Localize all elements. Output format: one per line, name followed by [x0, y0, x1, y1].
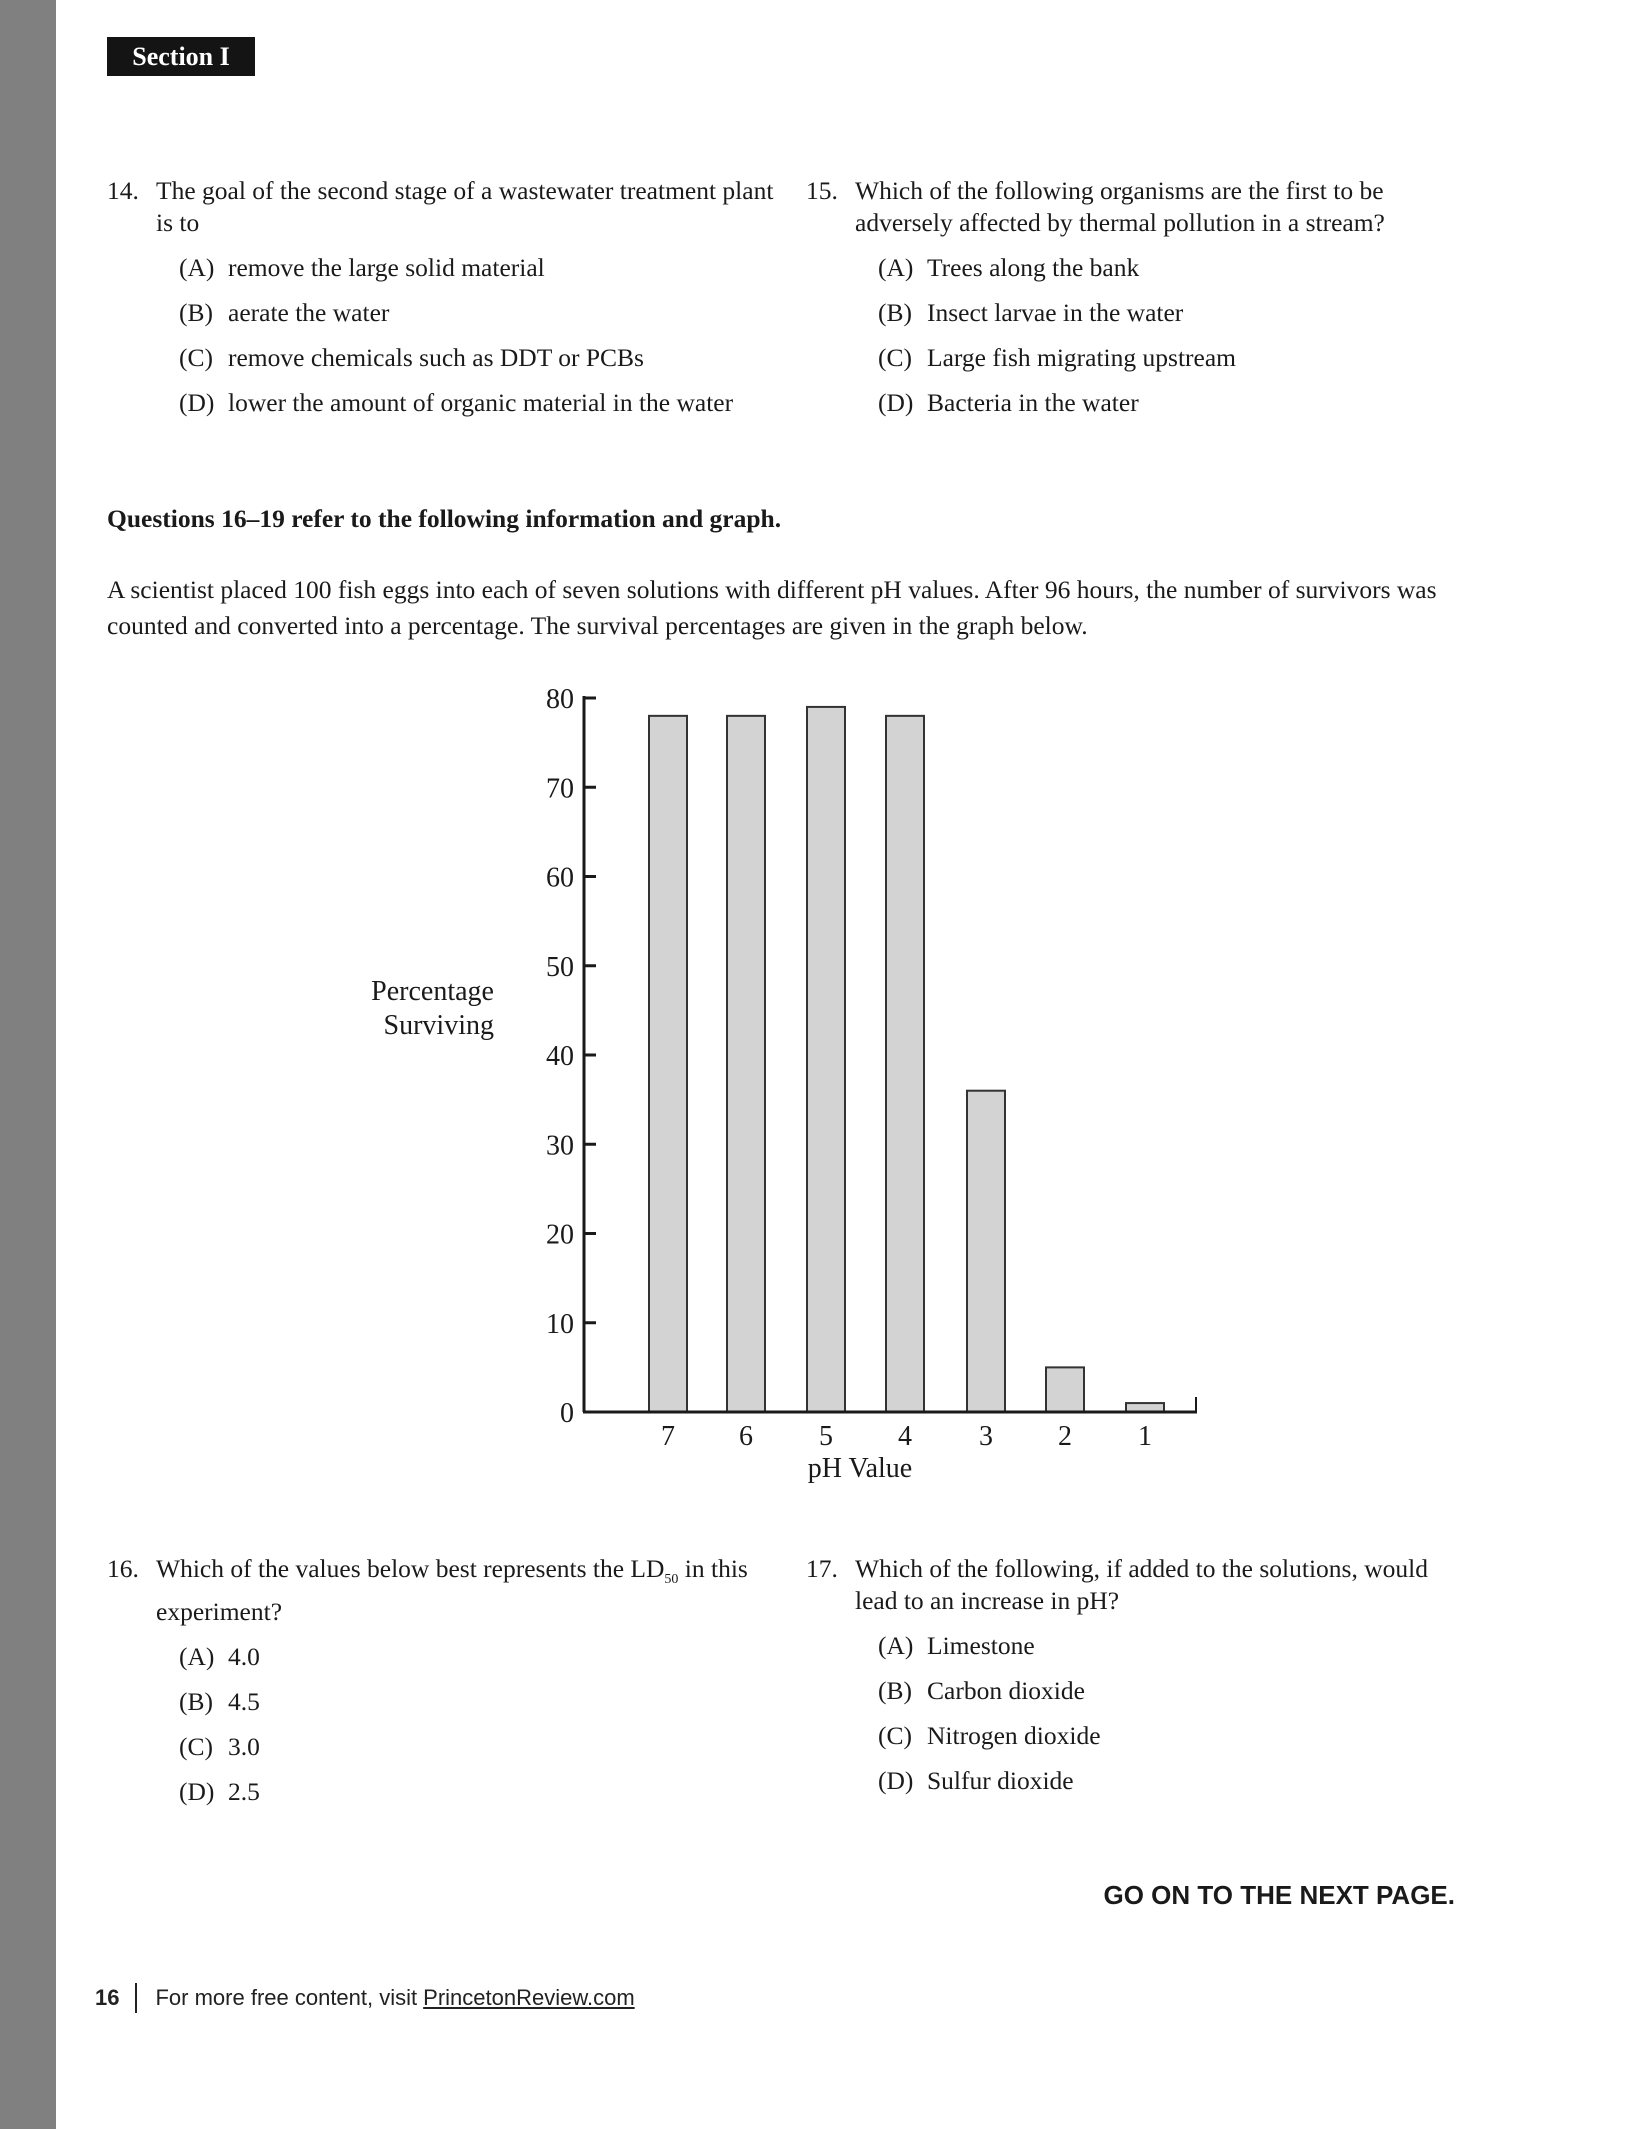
x-tick-label: 1	[1138, 1421, 1152, 1452]
option-a[interactable]: (A) Trees along the bank	[878, 253, 1140, 282]
bar-ph-5	[807, 707, 845, 1412]
y-tick-label: 50	[546, 951, 574, 983]
y-tick-label: 80	[546, 684, 574, 715]
bar-ph-3	[967, 1091, 1005, 1412]
answer-options	[179, 1641, 787, 1821]
question-group-heading: Questions 16–19 refer to the following information and graph.	[107, 504, 782, 533]
y-axis-ticks	[546, 684, 596, 1429]
option-a[interactable]: (A) 4.0	[179, 1642, 260, 1671]
question-number: 17.	[806, 1554, 838, 1583]
option-b[interactable]: (B) aerate the water	[179, 298, 390, 327]
chart-y-axis-label: Percentage Surviving	[371, 976, 494, 1041]
option-c[interactable]: (C) remove chemicals such as DDT or PCBs	[179, 343, 644, 372]
question-number: 16.	[107, 1554, 139, 1583]
x-axis-ticks	[661, 1421, 1152, 1452]
option-a[interactable]: (A) remove the large solid material	[179, 253, 545, 282]
x-tick-label: 4	[898, 1421, 912, 1452]
footer-divider	[135, 1983, 137, 2013]
question-stem: Which of the following, if added to the solutions, would lead to an increase in pH?	[855, 1554, 1428, 1615]
y-tick-label: 0	[560, 1398, 574, 1429]
x-tick-label: 6	[739, 1421, 753, 1452]
y-tick-label: 60	[546, 862, 574, 894]
question-number: 14.	[107, 176, 139, 205]
option-d[interactable]: (D) 2.5	[179, 1777, 260, 1806]
y-tick-label: 30	[546, 1130, 574, 1162]
option-d[interactable]: (D) lower the amount of organic material in the water	[179, 388, 734, 417]
answer-options	[878, 1630, 1466, 1810]
x-tick-label: 5	[819, 1421, 833, 1452]
go-on-next-page-notice: GO ON TO THE NEXT PAGE.	[1103, 1880, 1455, 1910]
y-tick-label: 70	[546, 773, 574, 805]
bar-ph-2	[1046, 1367, 1084, 1412]
page-footer	[95, 1983, 635, 2013]
question-stem: Which of the following organisms are the first to be adversely affected by thermal pollution in a stream?	[855, 176, 1385, 237]
question-stem: Which of the values below best represents the $LD_{50}$ in this experiment?	[156, 1554, 748, 1626]
bar-ph-7	[649, 716, 687, 1412]
footer-text: For more free content, visit	[155, 1985, 418, 2010]
x-tick-label: 7	[661, 1421, 675, 1452]
chart-x-axis-label: pH Value	[807, 1453, 913, 1484]
question-17	[806, 1553, 1466, 1810]
x-tick-label: 2	[1058, 1421, 1072, 1452]
option-b[interactable]: (B) Carbon dioxide	[878, 1676, 1085, 1705]
subscript: 50	[664, 1572, 679, 1587]
chart-bars	[649, 707, 1164, 1412]
question-stem: The goal of the second stage of a wastewater treatment plant is to	[156, 176, 774, 237]
princeton-review-link[interactable]: PrincetonReview.com	[423, 1985, 635, 2010]
y-tick-label: 40	[546, 1041, 574, 1072]
option-c[interactable]: (C) 3.0	[179, 1732, 260, 1761]
question-16	[107, 1553, 787, 1821]
option-b[interactable]: (B) Insect larvae in the water	[878, 298, 1184, 327]
option-d[interactable]: (D) Bacteria in the water	[878, 388, 1139, 417]
section-badge: Section I	[107, 37, 255, 76]
x-tick-label: 3	[979, 1421, 993, 1452]
y-tick-label: 10	[546, 1308, 574, 1340]
y-tick-label: 20	[546, 1219, 574, 1251]
bar-ph-6	[727, 716, 765, 1412]
option-b[interactable]: (B) 4.5	[179, 1687, 260, 1716]
option-c[interactable]: (C) Large fish migrating upstream	[878, 343, 1236, 372]
intro-paragraph: A scientist placed 100 fish eggs into each of seven solutions with different pH values. After 96 hours, the number of survivors was counted and converted into a percentage. The survival percentages are given in the graph below.	[107, 575, 1437, 640]
bar-ph-4	[886, 716, 924, 1412]
option-c[interactable]: (C) Nitrogen dioxide	[878, 1721, 1101, 1750]
question-number: 15.	[806, 176, 838, 205]
option-a[interactable]: (A) Limestone	[878, 1631, 1035, 1660]
page-number: 16	[95, 1985, 120, 2010]
option-d[interactable]: (D) Sulfur dioxide	[878, 1766, 1074, 1795]
